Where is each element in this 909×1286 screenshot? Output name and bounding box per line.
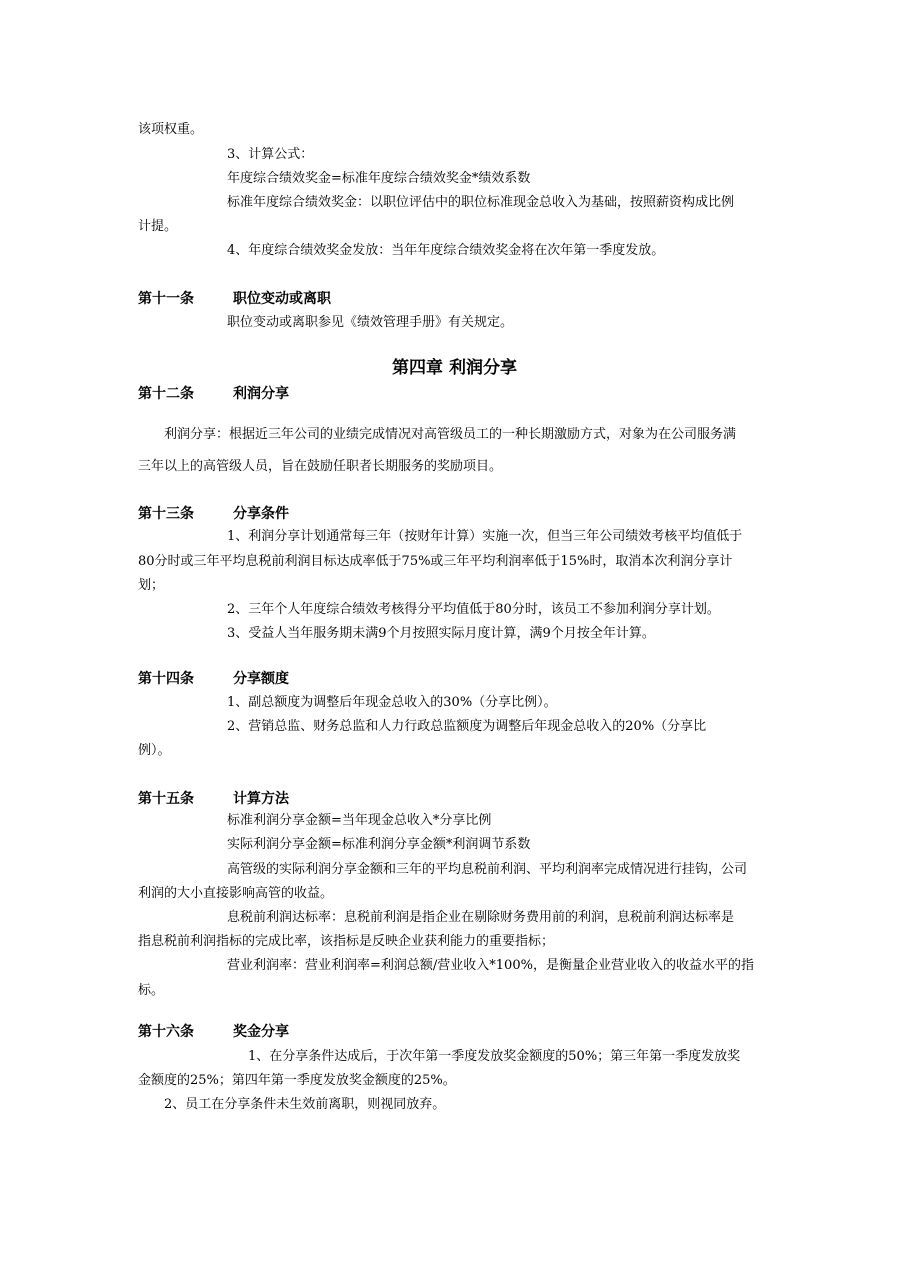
article-heading — [138, 290, 331, 308]
text-line: 3、计算公式： — [227, 147, 314, 162]
text-line: 3、受益人当年服务期未满9个月按照实际月度计算，满9个月按全年计算。 — [227, 626, 655, 641]
text-line: 1、副总额度为调整后年现金总收入的30%（分享比例）。 — [227, 695, 557, 710]
text-line: 例）。 — [138, 743, 171, 758]
text-line: 2、营销总监、财务总监和人力行政总监额度为调整后年现金总收入的20%（分享比 — [227, 719, 707, 734]
text-line: 划； — [138, 578, 165, 593]
article-number: 第十三条 — [138, 506, 194, 522]
chapter-title: 第四章 利润分享 — [392, 358, 517, 378]
article-title: 分享额度 — [233, 671, 289, 687]
article-heading — [138, 385, 289, 403]
text-line: 利润分享：根据近三年公司的业绩完成情况对高管级员工的一种长期激励方式，对象为在公司服务满 — [164, 427, 737, 442]
article-title: 分享条件 — [233, 506, 289, 522]
text-line: 标准年度综合绩效奖金：以职位评估中的职位标准现金总收入为基础，按照薪资构成比例 — [227, 195, 735, 210]
article-title: 职位变动或离职 — [233, 291, 331, 307]
article-title: 利润分享 — [233, 386, 289, 402]
text-line: 年度综合绩效奖金=标准年度综合绩效奖金*绩效系数 — [227, 171, 531, 186]
text-line: 2、三年个人年度综合绩效考核得分平均值低于80分时，该员工不参加利润分享计划。 — [227, 602, 720, 617]
text-line: 职位变动或离职参见《绩效管理手册》有关规定。 — [227, 315, 514, 330]
text-line: 高管级的实际利润分享金额和三年的平均息税前利润、平均利润率完成情况进行挂钩，公司 — [227, 862, 748, 877]
article-title: 奖金分享 — [233, 1024, 289, 1040]
text-line: 1、在分享条件达成后，于次年第一季度发放奖金额度的50%；第三年第一季度发放奖 — [248, 1049, 741, 1064]
article-heading — [138, 505, 289, 523]
text-line: 2、员工在分享条件未生效前离职，则视同放弃。 — [164, 1097, 446, 1112]
article-number: 第十四条 — [138, 671, 194, 687]
text-line: 实际利润分享金额=标准利润分享金额*利润调节系数 — [227, 837, 531, 852]
text-line: 标。 — [138, 983, 165, 998]
text-line: 80分时或三年平均息税前利润目标达成率低于75%或三年平均利润率低于15%时，取消本次利润分享计 — [138, 554, 733, 569]
article-number: 第十一条 — [138, 291, 194, 307]
text-line: 标准利润分享金额=当年现金总收入*分享比例 — [227, 813, 492, 828]
text-line: 计提。 — [138, 219, 178, 234]
text-line: 营业利润率：营业利润率=利润总额/营业收入*100%，是衡量企业营业收入的收益水平的指 — [227, 958, 754, 973]
text-line: 1、利润分享计划通常每三年（按财年计算）实施一次，但当三年公司绩效考核平均值低于 — [227, 529, 743, 544]
text-line: 指息税前利润指标的完成比率，该指标是反映企业获利能力的重要指标； — [138, 934, 555, 949]
article-number: 第十五条 — [138, 791, 194, 807]
article-heading — [138, 790, 289, 808]
text-line: 三年以上的高管级人员，旨在鼓励任职者长期服务的奖励项目。 — [138, 459, 503, 474]
article-number: 第十六条 — [138, 1024, 194, 1040]
article-heading — [138, 1023, 289, 1041]
text-line: 该项权重。 — [138, 122, 204, 137]
article-heading — [138, 670, 289, 688]
article-number: 第十二条 — [138, 386, 194, 402]
text-line: 息税前利润达标率：息税前利润是指企业在剔除财务费用前的利润，息税前利润达标率是 — [227, 910, 735, 925]
text-line: 金额度的25%；第四年第一季度发放奖金额度的25%。 — [138, 1073, 456, 1088]
text-line: 4、年度综合绩效奖金发放：当年年度综合绩效奖金将在次年第一季度发放。 — [227, 243, 665, 258]
text-line: 利润的大小直接影响高管的收益。 — [138, 886, 334, 901]
article-title: 计算方法 — [233, 791, 289, 807]
